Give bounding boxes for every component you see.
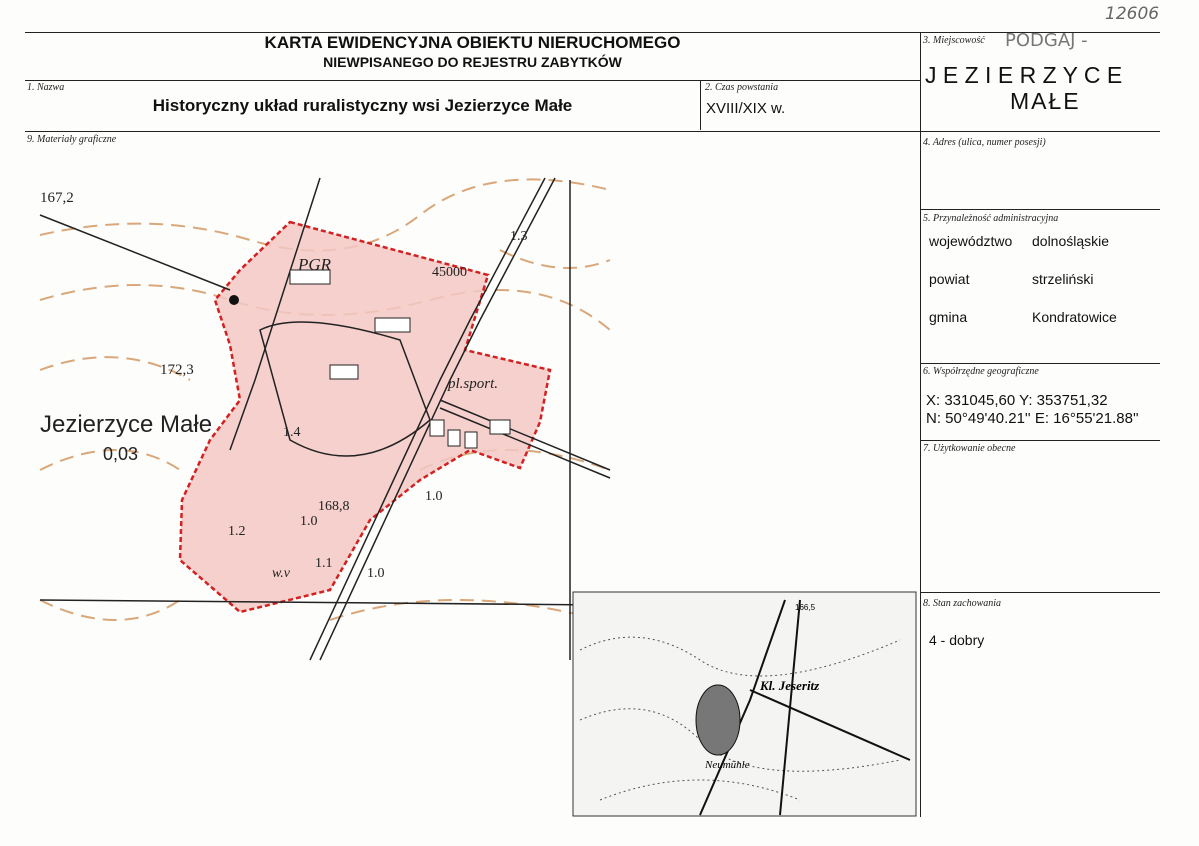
admin-key: województwo xyxy=(929,233,1013,249)
handwritten-number: 12606 xyxy=(1105,4,1160,24)
card-title: KARTA EWIDENCYJNA OBIEKTU NIERUCHOMEGO xyxy=(264,33,681,52)
map-label: Jezierzyce Małe xyxy=(40,411,213,438)
map-label: 168,8 xyxy=(318,499,350,514)
map-label: 1.4 xyxy=(283,425,301,440)
map-label: 0,03 xyxy=(103,444,139,464)
coords-xy: X: 331045,60 Y: 353751,32 xyxy=(926,392,1108,409)
map-label: 1.0 xyxy=(367,566,385,581)
map-label: 172,3 xyxy=(160,362,194,378)
map-label: 167,2 xyxy=(40,190,74,206)
map-label: 1.1 xyxy=(315,556,333,571)
name-label: 1. Nazwa xyxy=(27,82,65,93)
name-value: Historyczny układ ruralistyczny wsi Jezierzyce Małe xyxy=(152,96,573,115)
locality-value: J E Z I E R Z Y C E xyxy=(925,62,1123,88)
coords-ne: N: 50°49'40.21'' E: 16°55'21.88'' xyxy=(926,410,1139,427)
admin-value: dolnośląskie xyxy=(1032,233,1110,249)
inset-label: Kl. Jeseritz xyxy=(760,678,820,693)
map-label: 1.2 xyxy=(228,524,246,539)
graphics-label: 9. Materiały graficzne xyxy=(27,134,117,145)
admin-label: 5. Przynależność administracyjna xyxy=(923,213,1059,224)
locality-value-2: MAŁE xyxy=(1010,88,1081,114)
inset-label: Neumühle xyxy=(705,759,750,771)
church-marker xyxy=(229,295,239,305)
map-label: 45000 xyxy=(432,265,467,280)
admin-key: gmina xyxy=(929,309,968,325)
map-label: PGR xyxy=(298,255,332,274)
coords-label: 6. Współrzędne geograficzne xyxy=(923,366,1039,377)
admin-key: powiat xyxy=(929,271,970,287)
period-label: 2. Czas powstania xyxy=(705,82,779,93)
locality-handwritten: PODGAJ - xyxy=(1005,30,1088,51)
inset-label: 166,5 xyxy=(795,603,816,612)
map-label: 1.3 xyxy=(510,229,528,244)
period-value: XVIII/XIX w. xyxy=(706,100,786,117)
usage-label: 7. Użytkowanie obecne xyxy=(923,443,1016,454)
map-label: w.v xyxy=(272,566,291,581)
condition-label: 8. Stan zachowania xyxy=(923,598,1002,609)
protected-area xyxy=(180,222,550,612)
admin-value: strzeliński xyxy=(1032,271,1094,287)
locality-label: 3. Miejscowość xyxy=(923,35,985,46)
card-subtitle: NIEWPISANEGO DO REJESTRU ZABYTKÓW xyxy=(323,54,622,70)
historic-inset-map xyxy=(573,592,916,816)
condition-value: 4 - dobry xyxy=(929,632,985,648)
map-label: 1.0 xyxy=(425,489,443,504)
map-label: pl.sport. xyxy=(448,376,499,392)
map-label: 1.0 xyxy=(300,514,318,529)
address-label: 4. Adres (ulica, numer posesji) xyxy=(923,137,1046,148)
admin-value: Kondratowice xyxy=(1032,309,1117,325)
